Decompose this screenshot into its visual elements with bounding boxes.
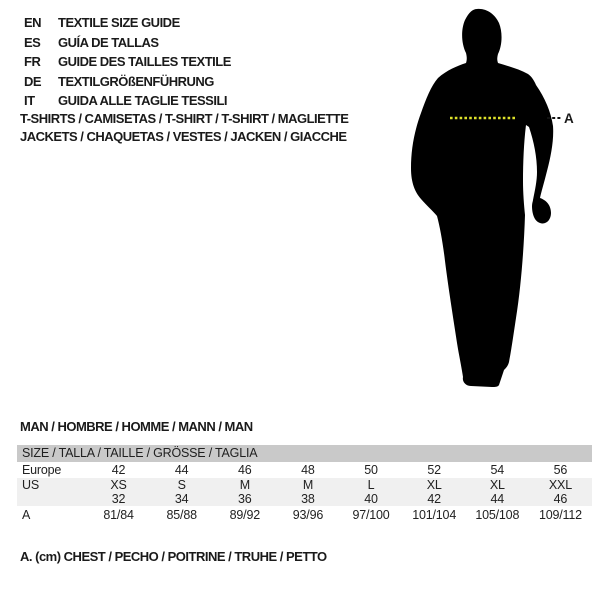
category-jackets: JACKETS / CHAQUETAS / VESTES / JACKEN / GIACCHE — [20, 128, 347, 144]
size-value-cell: L — [367, 477, 375, 492]
row-label-cell: A — [22, 507, 31, 522]
table-row — [17, 506, 592, 524]
language-title: TEXTILE SIZE GUIDE — [58, 15, 180, 31]
size-value-cell: 46 — [553, 491, 568, 506]
size-value-cell: 97/100 — [352, 507, 390, 522]
size-value-cell: 36 — [238, 491, 252, 506]
language-code: ES — [24, 34, 41, 50]
table-row — [17, 478, 592, 492]
list-item — [24, 52, 231, 72]
size-value-cell: S — [177, 477, 186, 492]
size-value-cell: 105/108 — [475, 507, 520, 522]
language-title: TEXTILGRÖßENFÜHRUNG — [58, 73, 214, 89]
size-value-cell: 34 — [174, 491, 189, 506]
man-body-shape — [411, 9, 553, 387]
size-value-cell: 101/104 — [412, 507, 457, 522]
size-value-cell: XXL — [548, 477, 572, 492]
category-tshirts: T-SHIRTS / CAMISETAS / T-SHIRT / T-SHIRT / MAGLIETTE — [20, 111, 349, 126]
size-value-cell: 109/112 — [539, 507, 582, 522]
size-value-cell: 52 — [427, 462, 441, 477]
language-code: DE — [24, 73, 42, 89]
size-value-cell: 48 — [301, 462, 315, 477]
language-title: GUIDE DES TAILLES TEXTILE — [58, 54, 231, 70]
language-title: GUÍA DE TALLAS — [58, 34, 159, 50]
table-header-label: SIZE / TALLA / TAILLE / GRÖSSE / TAGLIA — [22, 446, 258, 461]
measurement-footnote: A. (cm) CHEST / PECHO / POITRINE / TRUHE / PETTO — [20, 549, 327, 564]
table-row — [17, 492, 592, 506]
size-value-cell: 42 — [427, 491, 441, 506]
row-label-cell — [17, 492, 87, 506]
language-guide-list — [24, 13, 231, 111]
size-value-cell: M — [302, 477, 314, 492]
language-code: EN — [24, 15, 42, 31]
size-table-body — [17, 462, 592, 524]
size-value-cell: M — [239, 477, 250, 492]
size-value-cell: 40 — [364, 491, 378, 506]
list-item — [24, 13, 231, 33]
size-value-cell: XS — [110, 477, 127, 492]
size-value-cell: 46 — [238, 462, 252, 477]
garment-categories — [20, 110, 348, 145]
man-silhouette — [398, 0, 578, 400]
row-label-cell: US — [22, 477, 39, 492]
language-title: GUIDA ALLE TAGLIE TESSILI — [58, 93, 228, 109]
size-value-cell: 44 — [174, 462, 189, 477]
row-label-cell: Europe — [22, 462, 62, 477]
size-value-cell: 54 — [490, 462, 505, 477]
list-item — [24, 91, 231, 111]
section-title-man: MAN / HOMBRE / HOMME / MANN / MAN — [20, 419, 253, 434]
language-code: FR — [24, 54, 41, 70]
size-value-cell: 56 — [553, 462, 568, 477]
size-value-cell: 50 — [364, 462, 378, 477]
language-code: IT — [24, 93, 35, 109]
size-value-cell: 81/84 — [103, 507, 134, 522]
size-value-cell: 32 — [111, 491, 126, 506]
size-value-cell: 93/96 — [292, 507, 324, 522]
measure-label-a: A — [564, 111, 574, 126]
size-value-cell: 89/92 — [229, 507, 260, 522]
size-value-cell: 85/88 — [166, 507, 197, 522]
list-item — [24, 33, 231, 53]
size-value-cell: XL — [426, 477, 442, 492]
list-item — [24, 72, 231, 92]
table-header-row — [17, 445, 592, 462]
table-row — [17, 462, 592, 478]
size-value-cell: 38 — [301, 491, 315, 506]
size-value-cell: 44 — [490, 491, 505, 506]
size-value-cell: 42 — [111, 462, 126, 477]
size-table — [17, 445, 592, 524]
size-value-cell: XL — [489, 477, 505, 492]
